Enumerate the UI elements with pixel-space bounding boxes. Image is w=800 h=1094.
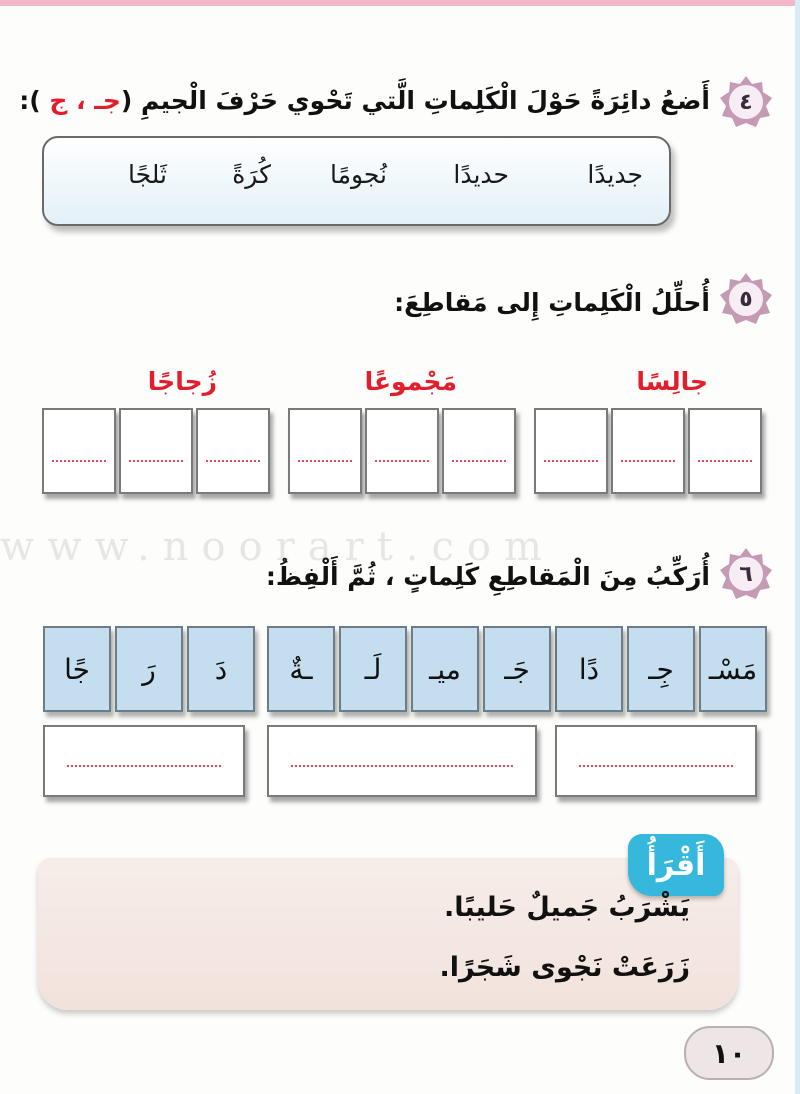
syllable-slots-3 xyxy=(42,408,273,494)
word-choice[interactable]: جديدًا xyxy=(587,160,643,189)
word-choice[interactable]: ثَلجًا xyxy=(128,160,167,189)
answer-box[interactable] xyxy=(267,725,537,797)
syllable-tile[interactable]: جًا xyxy=(43,626,111,712)
reading-tab: أَقْرَأُ xyxy=(628,834,724,896)
exercise-5-number: ٥ xyxy=(739,286,753,312)
syllable-tile[interactable]: جَـ xyxy=(483,626,551,712)
syllable-slots-2 xyxy=(288,408,519,494)
word-choice[interactable]: كُرَةً xyxy=(232,160,271,189)
page-number: ١٠ xyxy=(684,1026,774,1080)
word-choice[interactable]: حديدًا xyxy=(453,160,509,189)
reading-line: زَرَعَتْ نَجْوى شَجَرًا. xyxy=(439,952,690,983)
analyze-word: مَجْموعًا xyxy=(364,367,457,396)
exercise-6-heading: أُرَكِّبُ مِنَ الْمَقاطِعِ كَلِماتٍ ، ثُمَّ أَلْفِظُ: xyxy=(265,562,710,591)
exercise-5-badge xyxy=(718,271,774,327)
answer-box[interactable] xyxy=(555,725,757,797)
syllable-tiles-1 xyxy=(555,626,771,712)
top-border xyxy=(0,0,800,6)
watermark: www.noorart.com xyxy=(0,524,555,570)
analyze-word: زُجاجًا xyxy=(147,367,217,396)
syllable-slot[interactable] xyxy=(365,408,439,494)
reading-line: يَشْرَبُ جَميلٌ حَليبًا. xyxy=(444,892,690,923)
heading-letters: جـ ، ج xyxy=(49,86,121,115)
syllable-slot[interactable] xyxy=(611,408,685,494)
syllable-tile[interactable]: لَـ xyxy=(339,626,407,712)
exercise-4-number: ٤ xyxy=(739,89,753,115)
syllable-tile[interactable]: مَسْـ xyxy=(699,626,767,712)
exercise-5-heading: أُحلِّلُ الْكَلِماتِ إِلى مَقاطِعَ: xyxy=(394,288,710,317)
syllable-slot[interactable] xyxy=(534,408,608,494)
syllable-tile[interactable]: دَ xyxy=(187,626,255,712)
syllable-slots-1 xyxy=(534,408,765,494)
syllable-tile[interactable]: دًا xyxy=(555,626,623,712)
analyze-word: جالِسًا xyxy=(636,367,708,396)
syllable-tile[interactable]: جِـ xyxy=(627,626,695,712)
word-choice[interactable]: نُجومًا xyxy=(329,160,387,189)
syllable-tile[interactable]: ميـ xyxy=(411,626,479,712)
syllable-tile[interactable]: ـةٌ xyxy=(267,626,335,712)
exercise-4-badge xyxy=(718,74,774,130)
syllable-tiles-3 xyxy=(43,626,259,712)
syllable-slot[interactable] xyxy=(196,408,270,494)
exercise-6-badge xyxy=(718,546,774,602)
syllable-slot[interactable] xyxy=(288,408,362,494)
syllable-tiles-2 xyxy=(267,626,555,712)
exercise-4-heading: أَضعُ دائِرَةً حَوْلَ الْكَلِماتِ الَّتي تَحْوي حَرْفَ الْجيمِ (جـ ، ج ): xyxy=(19,86,710,115)
word-choice-box xyxy=(42,136,671,226)
syllable-slot[interactable] xyxy=(42,408,116,494)
syllable-slot[interactable] xyxy=(688,408,762,494)
syllable-tile[interactable]: رَ xyxy=(115,626,183,712)
answer-box[interactable] xyxy=(43,725,245,797)
exercise-6-number: ٦ xyxy=(739,561,753,587)
syllable-slot[interactable] xyxy=(119,408,193,494)
syllable-slot[interactable] xyxy=(442,408,516,494)
